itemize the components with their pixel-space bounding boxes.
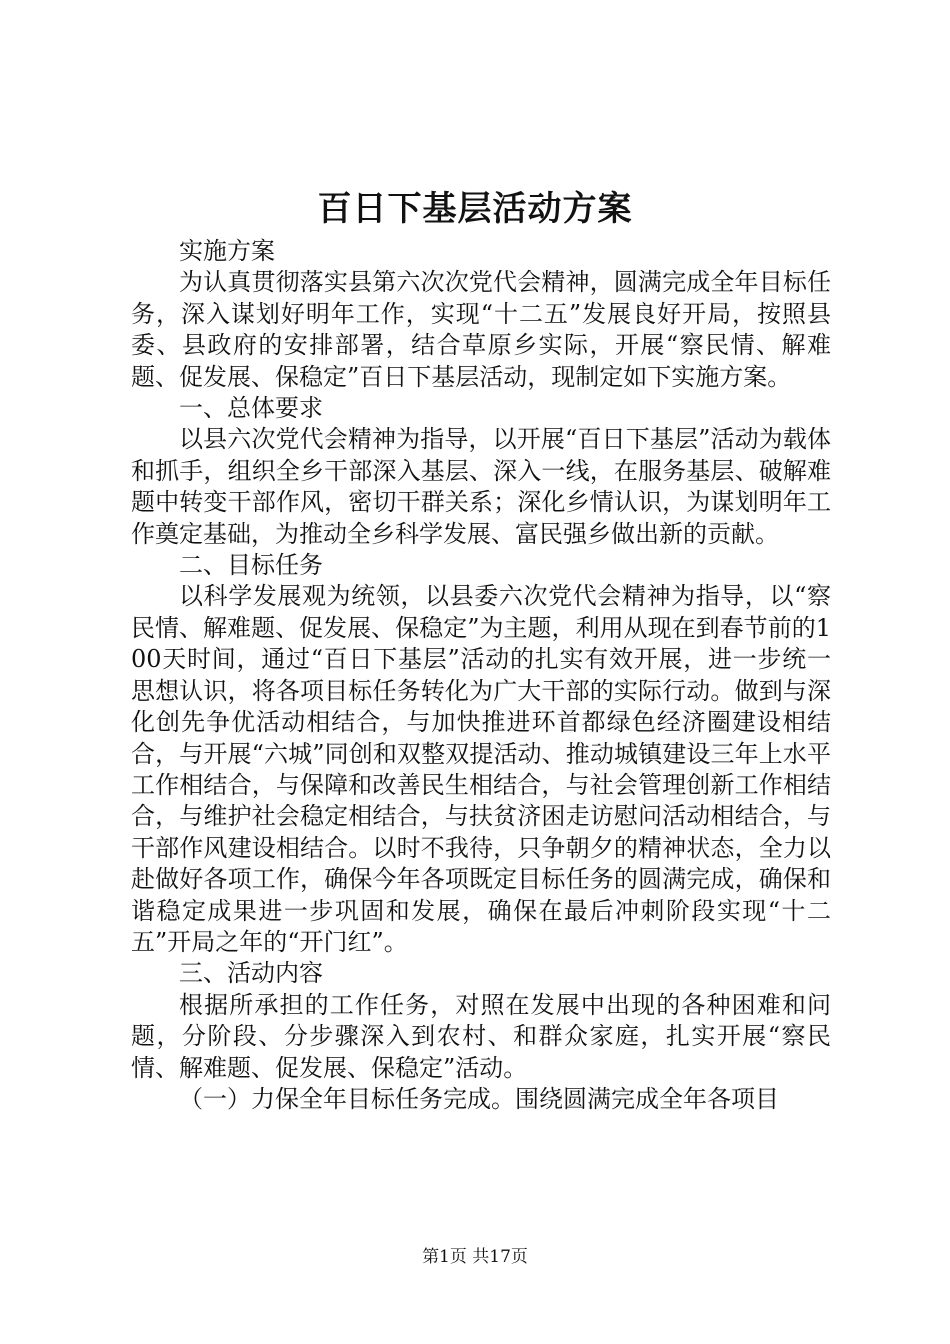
section-heading-overall-requirements: 一、总体要求 [179, 394, 323, 423]
document-body [131, 236, 831, 1115]
document-title: 百日下基层活动方案 [317, 189, 633, 229]
paragraph-subsection-one: （一）力保全年目标任务完成。围绕圆满完成全年各项目 [179, 1084, 779, 1113]
section-heading-goals: 二、目标任务 [179, 551, 323, 580]
paragraph-goals: 以科学发展观为统领，以县委六次党代会精神为指导，以“察民情、解难题、促发展、保稳定”为主题，利用从现在到春节前的100天时间，通过“百日下基层”活动的扎实有效开展，进一步统一思想认识，将各项目标任务转化为广大干部的实际行动。做到与深化创先争优活动相结合，与加快推进环首都绿色经济圈建设相结合，与开展“六城”同创和双整双提活动、推动城镇建设三年上水平工作相结合，与保障和改善民生相结合，与社会管理创新工作相结合，与维护社会稳定相结合，与扶贫济困走访慰问活动相结合，与干部作风建设相结合。以时不我待，只争朝夕的精神状态，全力以赴做好各项工作，确保今年各项既定目标任务的圆满完成，确保和谐稳定成果进一步巩固和发展，确保在最后冲刺阶段实现“十二五”开局之年的“开门红”。 [131, 582, 831, 956]
paragraph-overall-requirements: 以县六次党代会精神为指导，以开展“百日下基层”活动为载体和抓手，组织全乡干部深入基层、深入一线，在服务基层、破解难题中转变干部作风，密切干群关系；深化乡情认识，为谋划明年工作奠定基础，为推动全乡科学发展、富民强乡做出新的贡献。 [131, 425, 831, 548]
page-number-footer: 第1页 共17页 [422, 1247, 528, 1267]
paragraph-activity-content: 根据所承担的工作任务，对照在发展中出现的各种困难和问题，分阶段、分步骤深入到农村、和群众家庭，扎实开展“察民情、解难题、促发展、保稳定”活动。 [131, 990, 831, 1082]
paragraph-intro: 为认真贯彻落实县第六次次党代会精神，圆满完成全年目标任务，深入谋划好明年工作，实现“十二五”发展良好开局，按照县委、县政府的安排部署，结合草原乡实际，开展“察民情、解难题、促发展、保稳定”百日下基层活动，现制定如下实施方案。 [131, 268, 831, 391]
section-heading-activity-content: 三、活动内容 [179, 959, 323, 988]
paragraph-heading-implementation: 实施方案 [179, 237, 275, 265]
